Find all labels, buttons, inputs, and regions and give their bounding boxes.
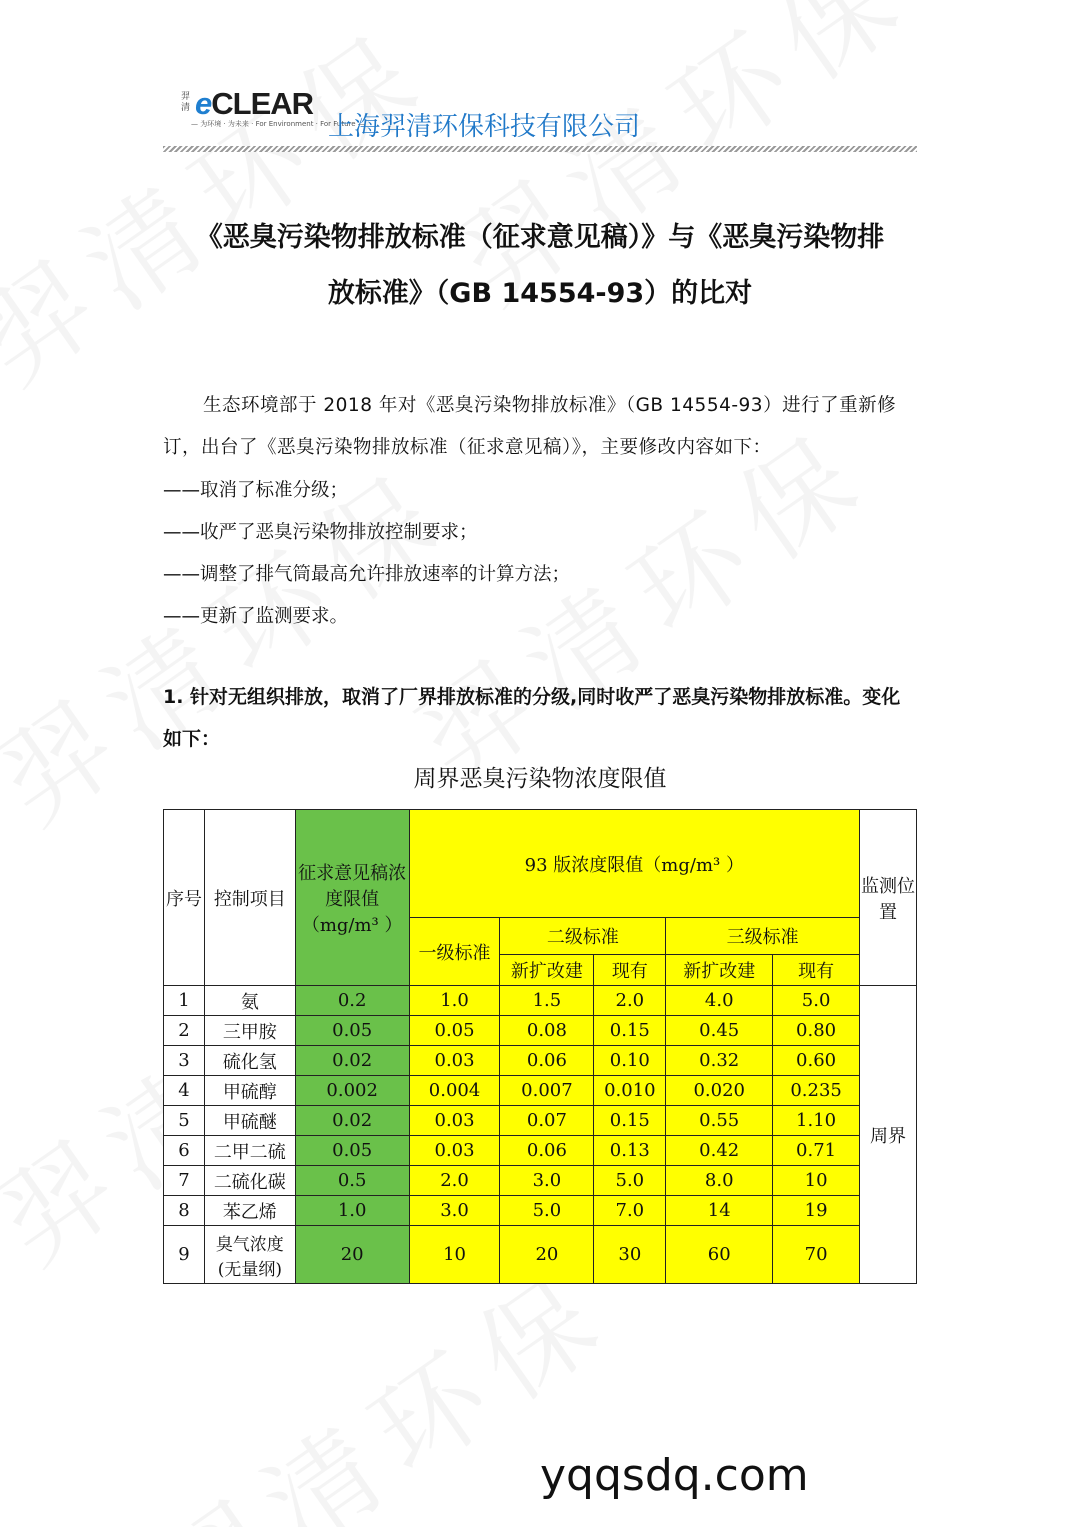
cell-seq: 9: [164, 1226, 205, 1284]
table-row: [164, 1166, 917, 1196]
page-header: [163, 86, 917, 154]
logo-e: e: [195, 86, 212, 121]
cell-level1: 2.0: [409, 1166, 500, 1196]
cell-level3-new: 0.020: [666, 1076, 773, 1106]
cell-location: 周界: [860, 986, 917, 1284]
cell-item: 二硫化碳: [204, 1166, 295, 1196]
header-93-limit: 93 版浓度限值（mg/m³ ）: [409, 810, 859, 918]
cell-level2-existing: 0.15: [594, 1016, 666, 1046]
cell-draft: 0.5: [295, 1166, 409, 1196]
cell-item: 硫化氢: [204, 1046, 295, 1076]
document-title: [163, 210, 917, 322]
header-level-2: 二级标准: [500, 918, 666, 955]
cell-level3-new: 60: [666, 1226, 773, 1284]
table-row: [164, 1016, 917, 1046]
header-divider: [163, 146, 917, 152]
cell-level1: 0.03: [409, 1106, 500, 1136]
cell-level3-existing: 10: [773, 1166, 860, 1196]
cell-level2-existing: 2.0: [594, 986, 666, 1016]
cell-seq: 2: [164, 1016, 205, 1046]
header-level2-existing: 现有: [594, 955, 666, 986]
cell-item: 甲硫醇: [204, 1076, 295, 1106]
cell-level2-new: 1.5: [500, 986, 594, 1016]
cell-seq: 3: [164, 1046, 205, 1076]
logo-text: CLEAR: [211, 86, 314, 121]
cell-level2-existing: 0.10: [594, 1046, 666, 1076]
cell-level2-new: 0.06: [500, 1046, 594, 1076]
cell-item: 甲硫醚: [204, 1106, 295, 1136]
cell-draft: 0.05: [295, 1016, 409, 1046]
cell-level3-existing: 0.71: [773, 1136, 860, 1166]
table-caption: 周界恶臭污染物浓度限值: [413, 766, 667, 792]
cell-level1: 0.03: [409, 1136, 500, 1166]
cell-level2-new: 0.07: [500, 1106, 594, 1136]
cell-level2-existing: 7.0: [594, 1196, 666, 1226]
header-level-3: 三级标准: [666, 918, 860, 955]
cell-seq: 5: [164, 1106, 205, 1136]
cell-draft: 0.02: [295, 1106, 409, 1136]
cell-level2-existing: 0.010: [594, 1076, 666, 1106]
cell-level3-new: 14: [666, 1196, 773, 1226]
cell-level3-existing: 5.0: [773, 986, 860, 1016]
cell-seq: 4: [164, 1076, 205, 1106]
cell-level1: 10: [409, 1226, 500, 1284]
logo-tagline: — 为环境 · 为未来 · For Environment · For Future —: [191, 120, 365, 128]
cell-level3-new: 8.0: [666, 1166, 773, 1196]
section-heading: 1. 针对无组织排放，取消了厂界排放标准的分级,同时收严了恶臭污染物排放标准。变化如下：: [163, 686, 901, 750]
cell-level3-new: 0.55: [666, 1106, 773, 1136]
cell-level2-new: 5.0: [500, 1196, 594, 1226]
cell-level2-new: 0.08: [500, 1016, 594, 1046]
cell-level1: 0.03: [409, 1046, 500, 1076]
company-logo: [195, 86, 313, 122]
cell-level3-existing: 0.60: [773, 1046, 860, 1076]
header-level-1: 一级标准: [409, 918, 500, 986]
cell-level3-existing: 0.80: [773, 1016, 860, 1046]
cell-seq: 7: [164, 1166, 205, 1196]
cell-level3-existing: 0.235: [773, 1076, 860, 1106]
cell-item: 臭气浓度(无量纲): [204, 1226, 295, 1284]
header-level2-new: 新扩改建: [500, 955, 594, 986]
cell-draft: 1.0: [295, 1196, 409, 1226]
change-list: [163, 470, 917, 638]
cell-level3-new: 0.45: [666, 1016, 773, 1046]
cell-level3-new: 0.42: [666, 1136, 773, 1166]
limits-table: [163, 809, 917, 1284]
cell-draft: 0.05: [295, 1136, 409, 1166]
list-item: ——收严了恶臭污染物排放控制要求；: [163, 522, 478, 543]
list-item: ——更新了监测要求。: [163, 606, 349, 627]
cell-draft: 0.02: [295, 1046, 409, 1076]
cell-seq: 1: [164, 986, 205, 1016]
cell-level3-new: 4.0: [666, 986, 773, 1016]
header-level3-existing: 现有: [773, 955, 860, 986]
logo-side-text: 羿清: [181, 92, 191, 113]
list-item: ——取消了标准分级；: [163, 480, 349, 501]
cell-level1: 0.05: [409, 1016, 500, 1046]
cell-level2-existing: 0.15: [594, 1106, 666, 1136]
cell-level3-existing: 1.10: [773, 1106, 860, 1136]
cell-level2-existing: 30: [594, 1226, 666, 1284]
cell-level1: 3.0: [409, 1196, 500, 1226]
cell-level2-existing: 5.0: [594, 1166, 666, 1196]
cell-draft: 20: [295, 1226, 409, 1284]
header-item: 控制项目: [204, 810, 295, 986]
cell-item: 二甲二硫: [204, 1136, 295, 1166]
cell-level3-existing: 70: [773, 1226, 860, 1284]
table-row: [164, 986, 917, 1016]
site-watermark: yqqsdq.com: [540, 1450, 809, 1501]
watermark-text: [0, 0, 458, 413]
header-draft-limit: 征求意见稿浓度限值（mg/m³ ）: [295, 810, 409, 986]
cell-item: 氨: [204, 986, 295, 1016]
cell-level3-new: 0.32: [666, 1046, 773, 1076]
cell-level2-existing: 0.13: [594, 1136, 666, 1166]
table-row: [164, 1226, 917, 1284]
table-row: [164, 1106, 917, 1136]
cell-seq: 6: [164, 1136, 205, 1166]
cell-level2-new: 0.007: [500, 1076, 594, 1106]
cell-level1: 0.004: [409, 1076, 500, 1106]
cell-level2-new: 0.06: [500, 1136, 594, 1166]
cell-level2-new: 20: [500, 1226, 594, 1284]
title-line-1: 《恶臭污染物排放标准（征求意见稿）》与《恶臭污染物排: [195, 222, 885, 253]
cell-item: 三甲胺: [204, 1016, 295, 1046]
table-row: [164, 1046, 917, 1076]
cell-draft: 0.002: [295, 1076, 409, 1106]
list-item: ——调整了排气筒最高允许排放速率的计算方法；: [163, 564, 571, 585]
cell-seq: 8: [164, 1196, 205, 1226]
table-row: [164, 1076, 917, 1106]
table-row: [164, 1136, 917, 1166]
cell-level1: 1.0: [409, 986, 500, 1016]
header-level3-new: 新扩改建: [666, 955, 773, 986]
intro-paragraph: 生态环境部于 2018 年对《恶臭污染物排放标准》（GB 14554-93）进行了重新修订，出台了《恶臭污染物排放标准（征求意见稿）》，主要修改内容如下：: [163, 395, 897, 458]
cell-level2-new: 3.0: [500, 1166, 594, 1196]
title-line-2: 放标准》（GB 14554-93）的比对: [327, 278, 753, 309]
cell-level3-existing: 19: [773, 1196, 860, 1226]
cell-draft: 0.2: [295, 986, 409, 1016]
table-row: [164, 1196, 917, 1226]
company-name: 上海羿清环保科技有限公司: [328, 112, 641, 142]
header-seq: 序号: [164, 810, 205, 986]
cell-item: 苯乙烯: [204, 1196, 295, 1226]
header-location: 监测位置: [860, 810, 917, 986]
